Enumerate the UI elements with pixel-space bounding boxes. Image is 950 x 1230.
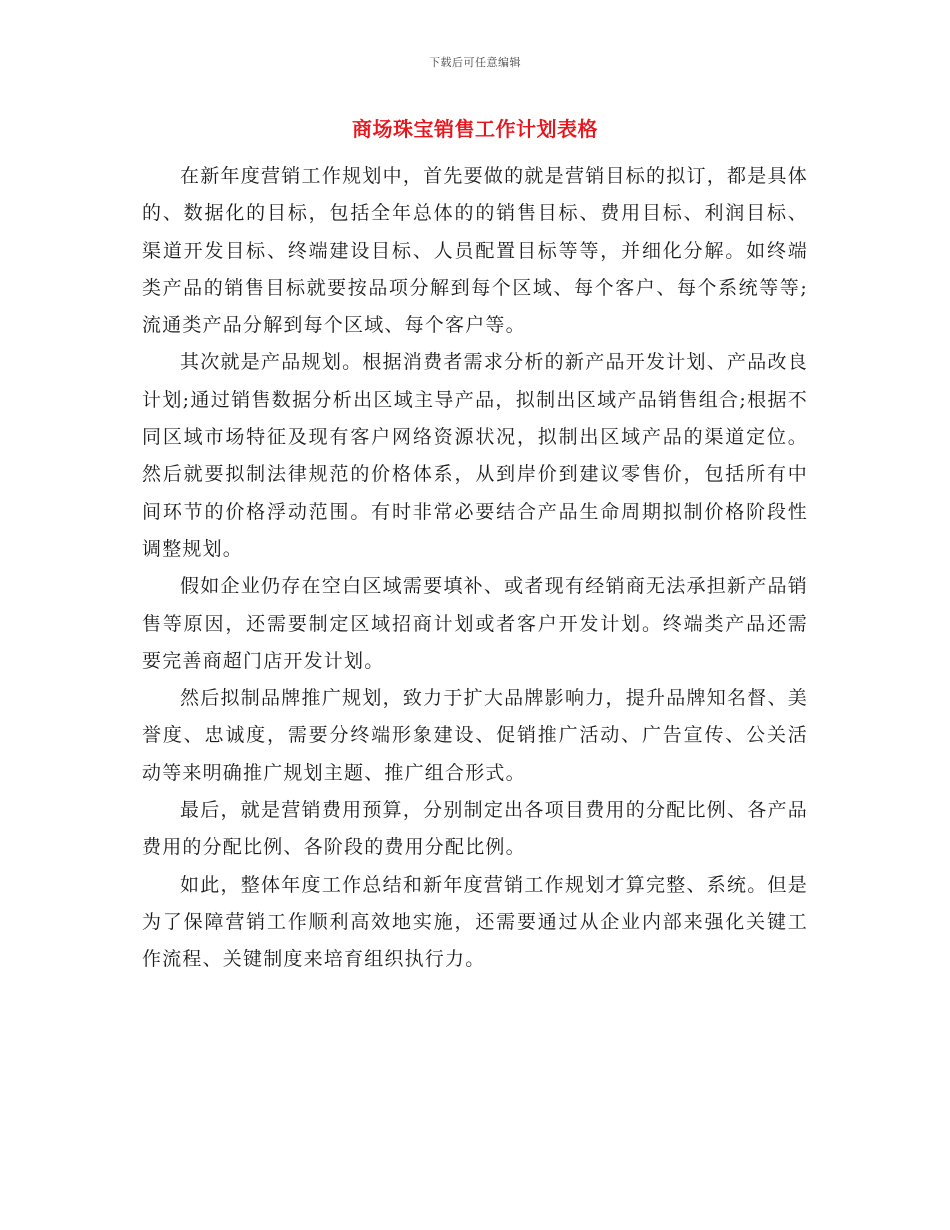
paragraph-brand-promotion: 然后拟制品牌推广规划，致力于扩大品牌影响力，提升品牌知名督、美誉度、忠诚度，需要分终端形象建设、促销推广活动、广告宣传、公关活动等来明确推广规划主题、推广组合形式。 — [142, 687, 808, 784]
document-body — [142, 158, 808, 979]
paragraph-marketing-goals: 在新年度营销工作规划中，首先要做的就是营销目标的拟订，都是具体的、数据化的目标，包括全年总体的的销售目标、费用目标、利润目标、渠道开发目标、终端建设目标、人员配置目标等等，并细化分解。如终端类产品的销售目标就要按品项分解到每个区域、每个客户、每个系统等等;流通类产品分解到每个区域、每个客户等。 — [142, 165, 808, 337]
paragraph-product-planning: 其次就是产品规划。根据消费者需求分析的新产品开发计划、产品改良计划;通过销售数据分析出区域主导产品，拟制出区域产品销售组合;根据不同区域市场特征及现有客户网络资源状况，拟制出区域产品的渠道定位。然后就要拟制法律规范的价格体系，从到岸价到建议零售价，包括所有中间环节的价格浮动范围。有时非常必要结合产品生命周期拟制价格阶段性调整规划。 — [142, 351, 808, 560]
paragraph-region-development: 假如企业仍存在空白区域需要填补、或者现有经销商无法承担新产品销售等原因，还需要制定区域招商计划或者客户开发计划。终端类产品还需要完善商超门店开发计划。 — [142, 575, 808, 672]
paragraph-conclusion: 如此，整体年度工作总结和新年度营销工作规划才算完整、系统。但是为了保障营销工作顺利高效地实施，还需要通过从企业内部来强化关键工作流程、关键制度来培育组织执行力。 — [142, 873, 808, 971]
header-note: 下载后可任意编辑 — [429, 56, 521, 69]
paragraph-budget: 最后，就是营销费用预算，分别制定出各项目费用的分配比例、各产品费用的分配比例、各阶段的费用分配比例。 — [142, 799, 808, 859]
document-title: 商场珠宝销售工作计划表格 — [352, 117, 598, 141]
